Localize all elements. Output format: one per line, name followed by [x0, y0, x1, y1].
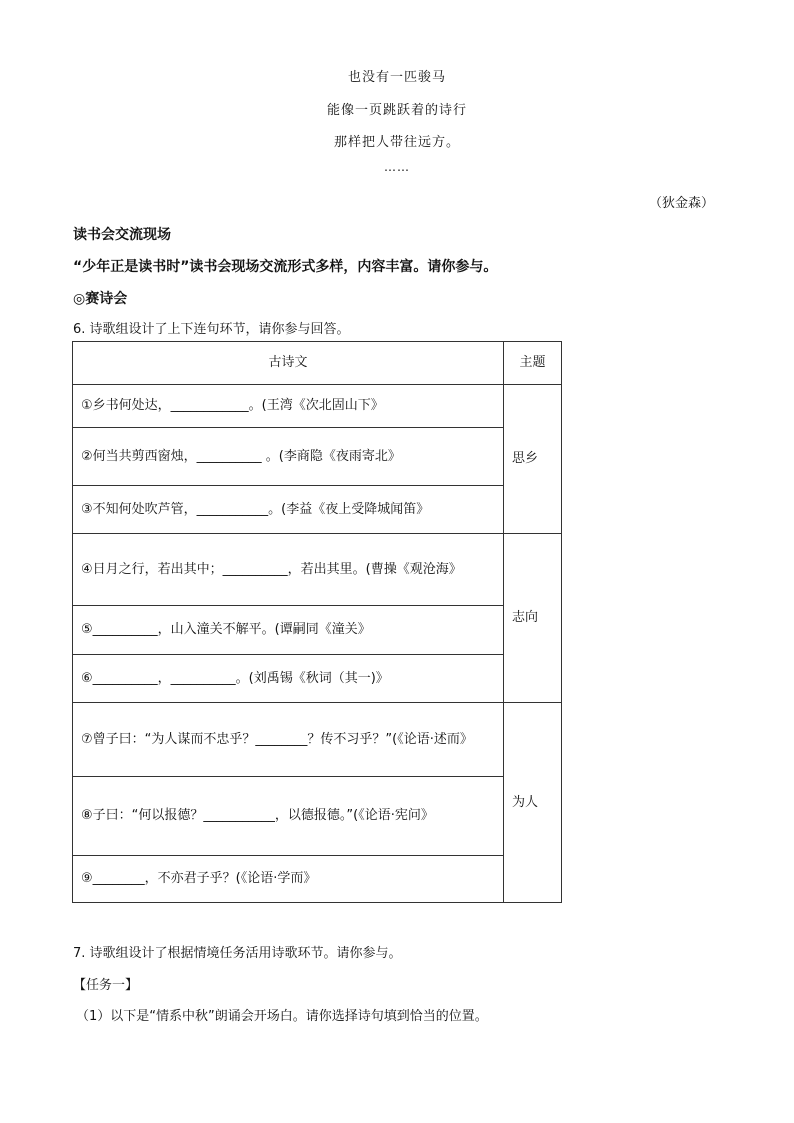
- table-row: [73, 606, 562, 655]
- header-theme: 主题: [504, 342, 562, 385]
- poem-line-2: 能像一页跳跃着的诗行: [326, 103, 467, 118]
- section-title: 读书会交流现场: [73, 227, 171, 243]
- section-subtitle: ◎赛诗会: [73, 291, 128, 307]
- header-poem: 古诗文: [73, 342, 504, 385]
- poem-row-1: ①乡书何处达，____________。(王湾《次北固山下》: [73, 385, 504, 428]
- table-row: [73, 534, 562, 606]
- poem-row-8: ⑧子曰：“何以报德？___________，以德报德。”(《论语·宪问》: [73, 777, 504, 856]
- theme-conduct: 为人: [504, 703, 562, 903]
- poem-ellipsis: ……: [384, 160, 410, 174]
- poem-row-9: ⑨________，不亦君子乎？(《论语·学而》: [73, 856, 504, 903]
- poetry-table: [72, 341, 562, 903]
- poem-row-7: ⑦曾子曰：“为人谋而不忠乎？________？传不习乎？”(《论语·述而》: [73, 703, 504, 777]
- poem-line-1: 也没有一匹骏马: [347, 70, 446, 85]
- table-header-row: [73, 342, 562, 385]
- poem-row-5: ⑤__________，山入潼关不解平。(谭嗣同《潼关》: [73, 606, 504, 655]
- subtask-prompt: （1）以下是“情系中秋”朗诵会开场白。请你选择诗句填到恰当的位置。: [76, 1009, 488, 1024]
- section-intro: “少年正是读书时”读书会现场交流形式多样，内容丰富。请你参与。: [73, 259, 498, 275]
- question-7-prompt: 7. 诗歌组设计了根据情境任务活用诗歌环节。请你参与。: [73, 946, 402, 961]
- table-row: [73, 856, 562, 903]
- table-row: [73, 385, 562, 428]
- poem-row-2: ②何当共剪西窗烛，__________ 。(李商隐《夜雨寄北》: [73, 428, 504, 486]
- task-one-label: 【任务一】: [73, 978, 139, 993]
- table-row: [73, 655, 562, 703]
- theme-homesick: 思乡: [504, 385, 562, 534]
- table-row: [73, 777, 562, 856]
- poem-row-6: ⑥__________，__________。(刘禹锡《秋词（其一)》: [73, 655, 504, 703]
- table-row: [73, 703, 562, 777]
- table-row: [73, 486, 562, 534]
- poem-author: （狄金森）: [648, 196, 714, 211]
- poem-row-4: ④日月之行，若出其中；__________，若出其里。(曹操《观沧海》: [73, 534, 504, 606]
- table-row: [73, 428, 562, 486]
- theme-ambition: 志向: [504, 534, 562, 703]
- poem-row-3: ③不知何处吹芦管，___________。(李益《夜上受降城闻笛》: [73, 486, 504, 534]
- question-6-prompt: 6. 诗歌组设计了上下连句环节，请你参与回答。: [73, 322, 350, 337]
- poem-line-3: 那样把人带往远方。: [333, 135, 460, 150]
